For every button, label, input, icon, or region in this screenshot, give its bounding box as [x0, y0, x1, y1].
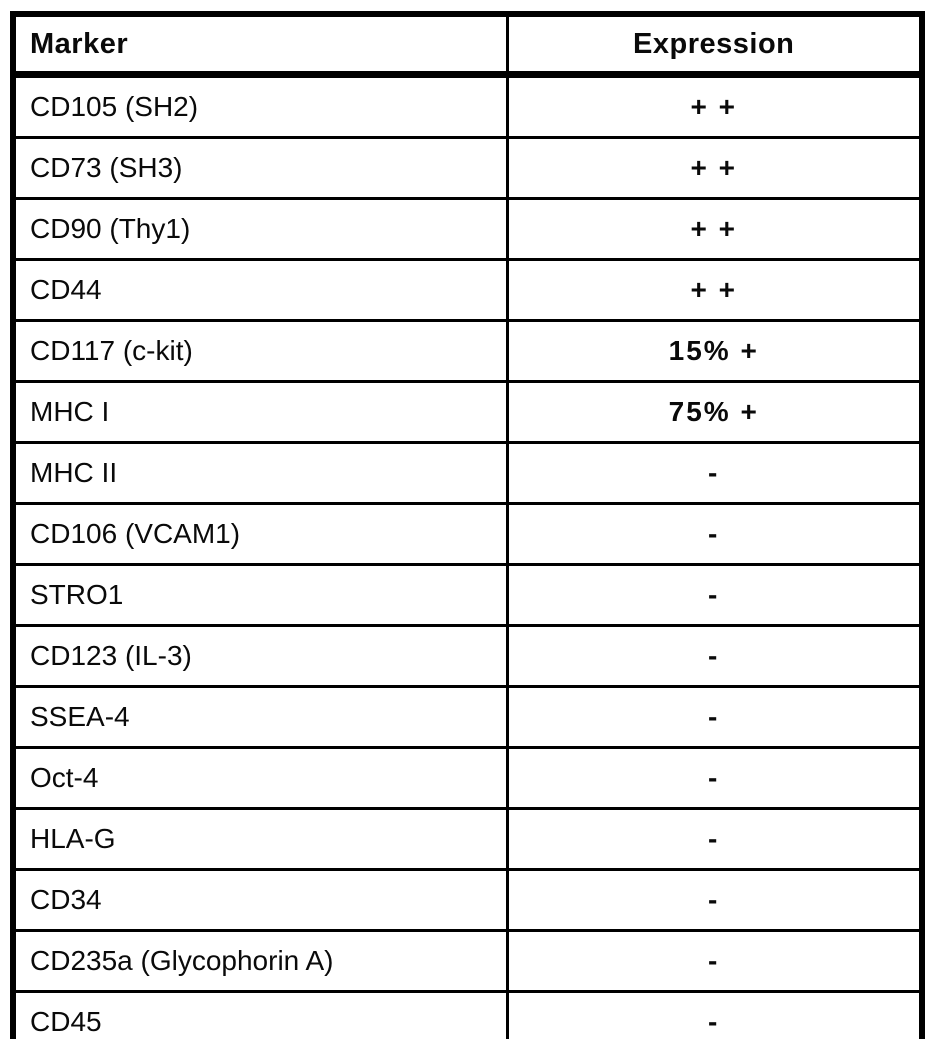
expression-cell: + + [508, 260, 922, 321]
expression-cell: - [508, 809, 922, 870]
expression-cell: - [508, 992, 922, 1039]
column-header-expression: Expression [508, 14, 922, 75]
expression-cell: - [508, 565, 922, 626]
expression-cell: 75% + [508, 382, 922, 443]
expression-cell: - [508, 443, 922, 504]
expression-cell: - [508, 748, 922, 809]
table-row [13, 992, 922, 1039]
marker-cell: CD117 (c-kit) [13, 321, 508, 382]
table-row [13, 931, 922, 992]
marker-cell: CD123 (IL-3) [13, 626, 508, 687]
marker-cell: Oct-4 [13, 748, 508, 809]
marker-cell: MHC II [13, 443, 508, 504]
expression-cell: - [508, 626, 922, 687]
expression-cell: 15% + [508, 321, 922, 382]
table-body [13, 75, 922, 1039]
marker-cell: CD34 [13, 870, 508, 931]
table-row [13, 321, 922, 382]
marker-expression-table [10, 11, 925, 1039]
expression-cell: - [508, 504, 922, 565]
expression-cell: + + [508, 75, 922, 138]
marker-cell: CD73 (SH3) [13, 138, 508, 199]
table-row [13, 687, 922, 748]
table-row [13, 260, 922, 321]
table-row [13, 138, 922, 199]
table-row [13, 382, 922, 443]
marker-cell: STRO1 [13, 565, 508, 626]
table-row [13, 626, 922, 687]
marker-cell: CD106 (VCAM1) [13, 504, 508, 565]
table-row [13, 75, 922, 138]
marker-cell: CD105 (SH2) [13, 75, 508, 138]
marker-cell: CD44 [13, 260, 508, 321]
expression-cell: - [508, 687, 922, 748]
expression-cell: - [508, 931, 922, 992]
marker-cell: CD45 [13, 992, 508, 1039]
marker-cell: CD90 (Thy1) [13, 199, 508, 260]
table-header [13, 14, 922, 75]
expression-cell: - [508, 870, 922, 931]
marker-cell: CD235a (Glycophorin A) [13, 931, 508, 992]
marker-cell: MHC I [13, 382, 508, 443]
expression-cell: + + [508, 138, 922, 199]
table-row [13, 748, 922, 809]
table-row [13, 809, 922, 870]
header-row [13, 14, 922, 75]
marker-cell: HLA-G [13, 809, 508, 870]
table-row [13, 870, 922, 931]
expression-cell: + + [508, 199, 922, 260]
marker-cell: SSEA-4 [13, 687, 508, 748]
table-row [13, 504, 922, 565]
table-row [13, 565, 922, 626]
table-row [13, 443, 922, 504]
column-header-marker: Marker [13, 14, 508, 75]
table-row [13, 199, 922, 260]
